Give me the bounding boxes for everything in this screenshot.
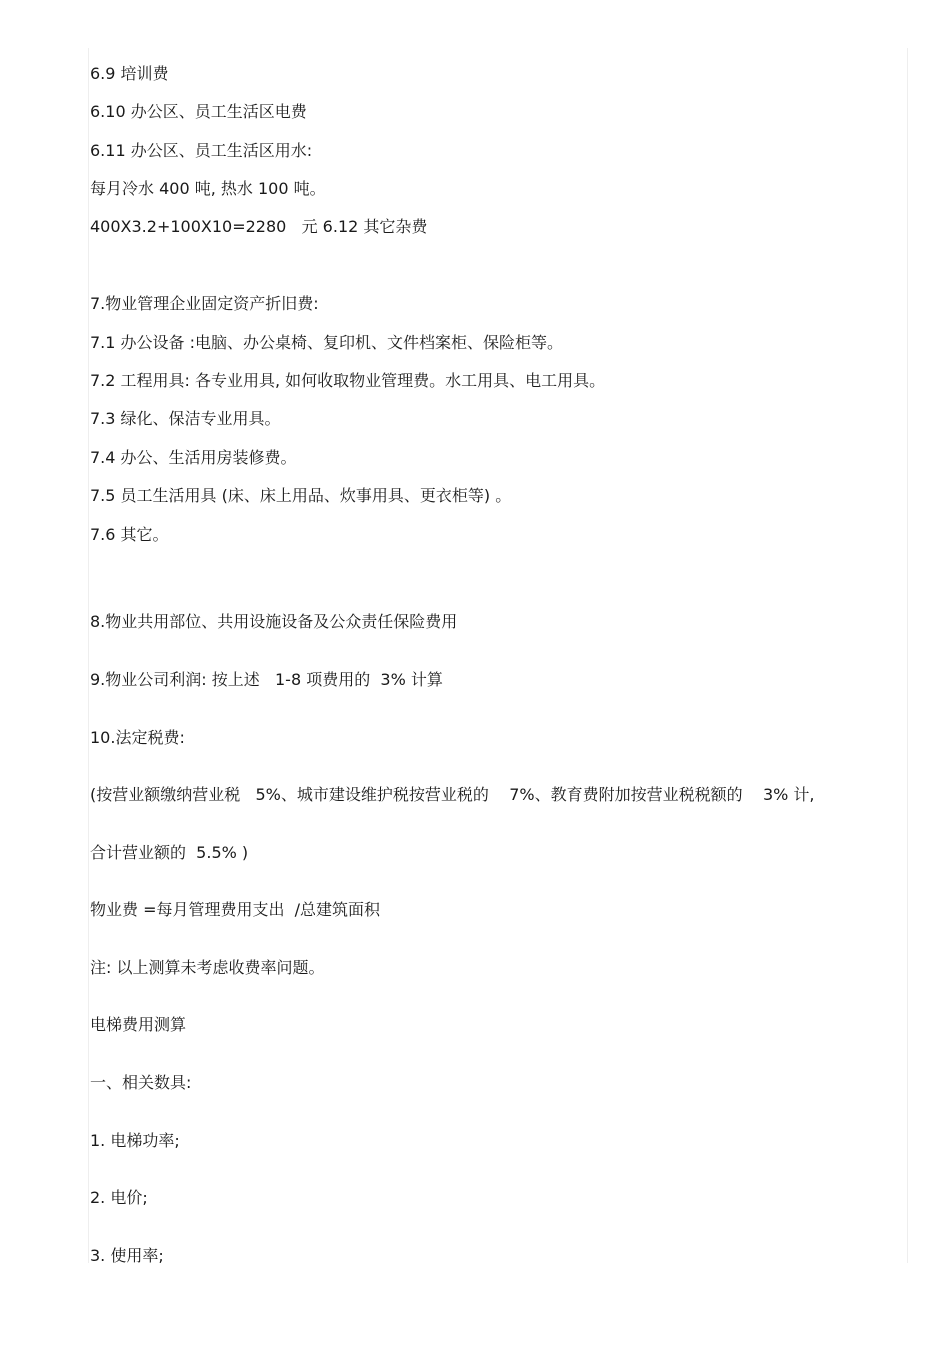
- heading-8: 8.物业共用部位、共用设施设备及公众责任保险费用: [90, 612, 458, 631]
- line-7-3: 7.3 绿化、保洁专业用具。: [90, 409, 281, 428]
- line-water-usage: 每月冷水 400 吨, 热水 100 吨。: [90, 179, 326, 198]
- line-7-4: 7.4 办公、生活用房装修费。: [90, 448, 297, 467]
- line-tax-detail: (按营业额缴纳营业税 5%、城市建设维护税按营业税的 7%、教育费附加按营业税税额的 3% 计,: [90, 785, 815, 804]
- line-7-2: 7.2 工程用具: 各专业用具, 如何收取物业管理费。水工用具、电工用具。: [90, 371, 606, 390]
- heading-elevator: 电梯费用测算: [90, 1015, 187, 1034]
- line-7-5: 7.5 员工生活用具 (床、床上用品、炊事用具、更衣柜等) 。: [90, 486, 512, 505]
- line-7-6: 7.6 其它。: [90, 525, 169, 544]
- line-6-9: 6.9 培训费: [90, 64, 169, 83]
- heading-7: 7.物业管理企业固定资产折旧费:: [90, 294, 319, 313]
- line-7-1: 7.1 办公设备 :电脑、办公桌椅、复印机、文件档案柜、保险柜等。: [90, 333, 564, 352]
- list-item-2: 2. 电价;: [90, 1188, 148, 1207]
- list-item-3: 3. 使用率;: [90, 1246, 164, 1265]
- heading-9: 9.物业公司利润: 按上述 1-8 项费用的 3% 计算: [90, 670, 443, 689]
- heading-10: 10.法定税费:: [90, 728, 185, 747]
- line-6-11: 6.11 办公区、员工生活区用水:: [90, 141, 313, 160]
- line-note: 注: 以上测算未考虑收费率问题。: [90, 958, 325, 977]
- line-tax-total: 合计营业额的 5.5% ): [90, 843, 249, 862]
- heading-section-1: 一、相关数具:: [90, 1073, 192, 1092]
- line-fee-formula: 物业费 =每月管理费用支出 /总建筑面积: [90, 900, 381, 919]
- line-6-10: 6.10 办公区、员工生活区电费: [90, 102, 307, 121]
- list-item-1: 1. 电梯功率;: [90, 1131, 180, 1150]
- line-water-calc: 400X3.2+100X10=2280 元 6.12 其它杂费: [90, 217, 428, 236]
